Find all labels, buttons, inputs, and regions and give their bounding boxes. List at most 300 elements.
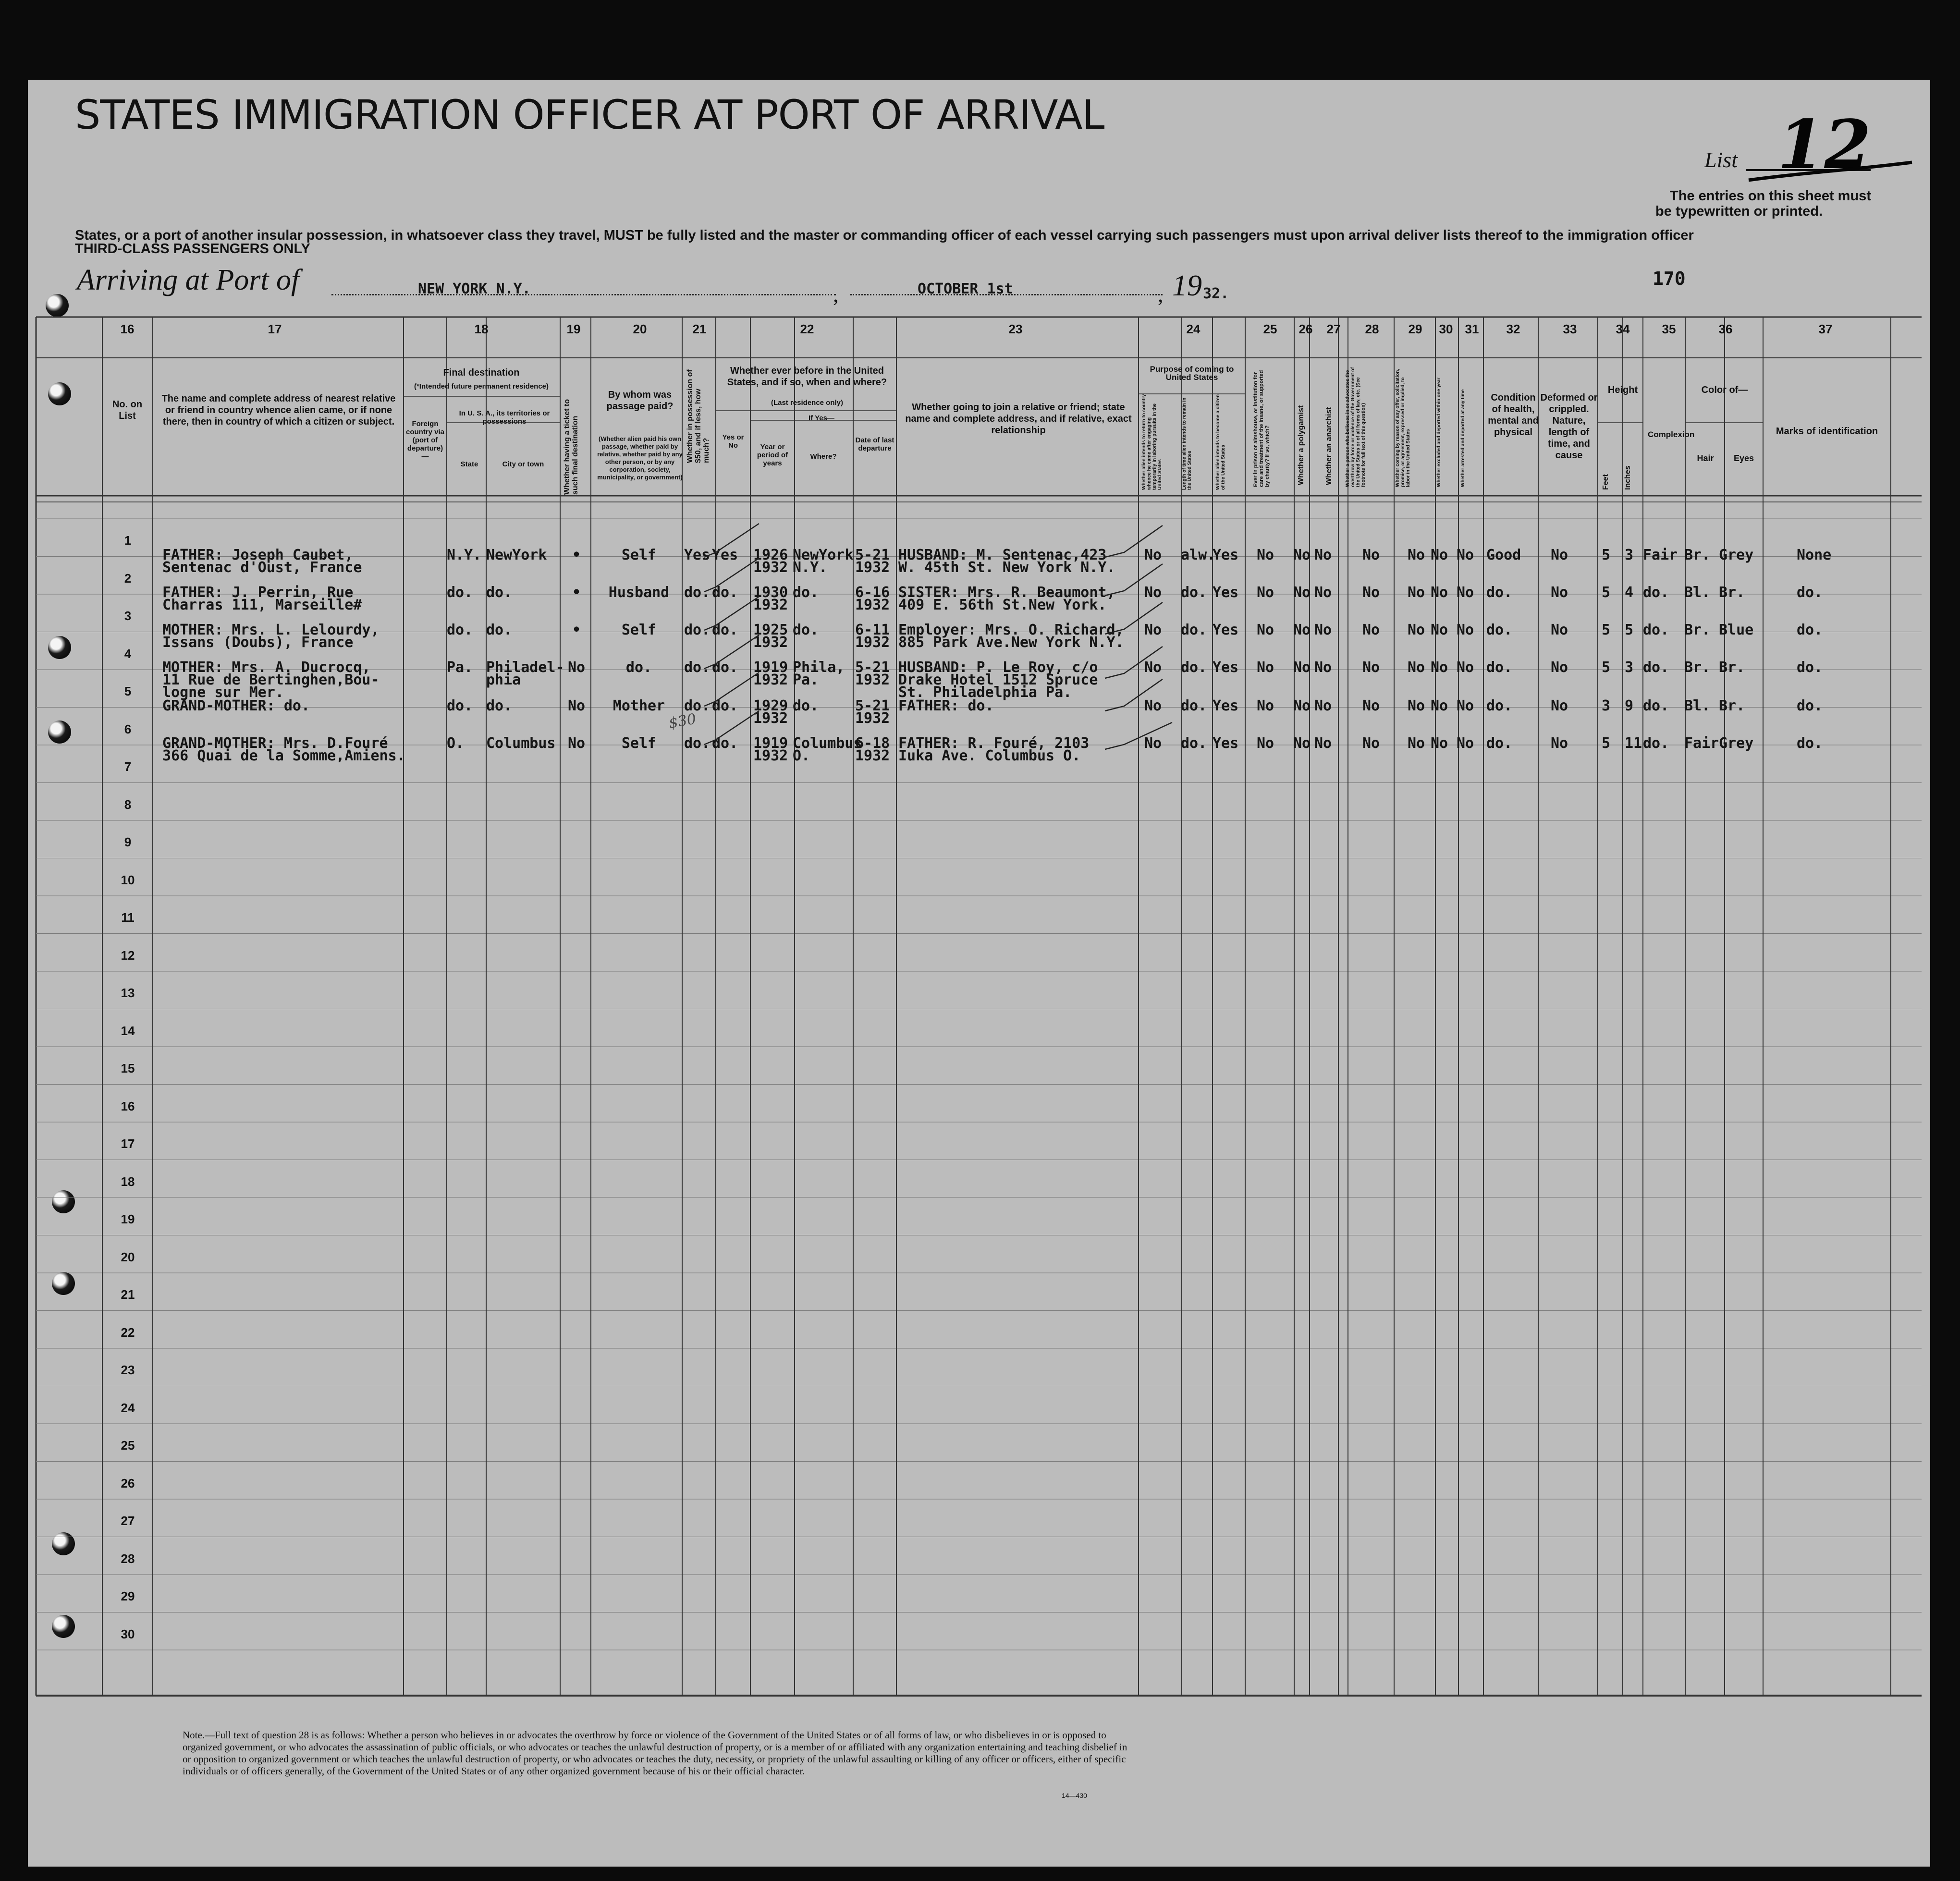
col-number: 35: [1662, 322, 1676, 336]
cell-height-inches: 5: [1625, 622, 1634, 638]
header-q29: Whether coming by reason of any offer, solicitation, promise, or agreement, expressed or implied, to labor in the United States: [1395, 368, 1411, 487]
cell-q29: No: [1408, 622, 1425, 638]
cell-years-in-us: 1919: [753, 659, 788, 676]
cell-identification-marks: do.: [1797, 735, 1823, 752]
row-number: 11: [121, 910, 135, 925]
cell-join-relative: 409 E. 56th St.New York.: [898, 597, 1107, 613]
cell-q28: No: [1362, 659, 1380, 676]
cell-ever-before: do.: [712, 697, 738, 714]
cell-polygamist: No: [1293, 547, 1311, 563]
cell-q31: No: [1457, 659, 1474, 676]
cell-height-inches: 9: [1625, 697, 1634, 714]
header-purpose-citizen: Whether alien intends to become a citizen of the United States: [1215, 394, 1226, 490]
cell-relative-address: MOTHER: Mrs. L. Lelourdy,: [162, 622, 380, 638]
cell-purpose-citizen: Yes: [1213, 697, 1239, 714]
cell-deformed: No: [1551, 659, 1568, 676]
header-nearest-relative: The name and complete address of nearest relative or friend in country whence alien came, or if none there, then in country of which a citizen or subject.: [161, 393, 396, 427]
cell-ever-before: do.: [712, 622, 738, 638]
cell-years-in-us: 1932: [753, 710, 788, 727]
col-number: 37: [1818, 322, 1833, 336]
typewritten-note: The entries on this sheet must: [1670, 188, 1871, 204]
cell-deformed: No: [1551, 547, 1568, 563]
col-number: 24: [1186, 322, 1200, 336]
cell-money-possession: do.: [684, 584, 710, 601]
header-purpose-length: Length of time alien intends to remain in the United States: [1182, 397, 1192, 490]
cell-join-relative: Employer: Mrs. O. Richard,: [898, 622, 1124, 638]
cell-money-possession: do.: [684, 735, 710, 752]
cell-q30: No: [1431, 584, 1448, 601]
cell-years-in-us: 1930: [753, 584, 788, 601]
cell-join-relative: FATHER: do.: [898, 697, 994, 714]
cell-years-in-us: 1919: [753, 735, 788, 752]
cell-passage-paid: do.: [625, 659, 652, 676]
cell-join-relative: St. Philadelphia Pa.: [898, 684, 1072, 701]
col-number: 32: [1506, 322, 1520, 336]
cell-eye-color: Br.: [1719, 584, 1745, 601]
footnote: Note.—Full text of question 28 is as follows: Whether a person who believes in or advocates the overthrow by force or violence of the Government of the United States or of all forms of law, or who disbelieves in or is opposed to organized government, or who advocates the assassination of public officials, or who advocates or teaches the unlawful destruction of property, or is a member of or affiliated with any organization entertaining and teaching disbelief in or opposition to organized government or which teaches the unlawful destruction of property, or who advocates or teaches the duty, necessity, or propriety of the unlawful assaulting or killing of any officer or officers, either of specific individuals or of officers generally, of the Government of the United States or of any other organized government because of his or their official character.: [183, 1729, 1127, 1777]
cell-deformed: No: [1551, 735, 1568, 752]
cell-height-feet: 5: [1602, 584, 1611, 601]
cell-deformed: No: [1551, 622, 1568, 638]
header-fifty-dollars: Whether in possession of $50, and if less, how much?: [686, 369, 710, 463]
header-if-yes: If Yes—: [808, 414, 834, 422]
header-inches: Inches: [1624, 465, 1632, 490]
cell-relative-address: Issans (Doubs), France: [162, 634, 354, 651]
row-number: 26: [121, 1476, 135, 1490]
col-number: 23: [1008, 322, 1023, 336]
cell-q31: No: [1457, 584, 1474, 601]
cell-identification-marks: do.: [1797, 697, 1823, 714]
cell-join-relative: SISTER: Mrs. R. Beaumont,: [898, 584, 1115, 601]
cell-eye-color: Br.: [1719, 697, 1745, 714]
cell-prison: No: [1257, 735, 1274, 752]
cell-date-departure: 1932: [855, 672, 890, 688]
row-number: 22: [121, 1325, 135, 1340]
header-state: State: [460, 460, 478, 468]
header-eyes: Eyes: [1733, 453, 1754, 463]
header-polygamist: Whether a polygamist: [1297, 405, 1305, 485]
cell-dest-city: NewYork: [486, 547, 547, 563]
arrival-date: OCTOBER 1st: [918, 281, 1013, 297]
header-complexion: Complexion: [1648, 430, 1695, 439]
instructions-line: States, or a port of another insular possession, in whatsoever class they travel, MUST be fully listed and the master or commanding officer of each vessel carrying such passengers must upon arrival deliver lists thereof to the immigration officer: [75, 228, 1694, 243]
cell-purpose-citizen: Yes: [1213, 735, 1239, 752]
col-number: 25: [1263, 322, 1277, 336]
col-number: 29: [1408, 322, 1422, 336]
cell-relative-address: MOTHER: Mrs. A. Ducrocq,: [162, 659, 371, 676]
cell-q29: No: [1408, 735, 1425, 752]
cell-height-feet: 5: [1602, 735, 1611, 752]
header-final-destination-sub: (*Intended future permanent residence): [414, 382, 549, 391]
cell-complexion: do.: [1643, 659, 1669, 676]
cell-height-feet: 5: [1602, 622, 1611, 638]
pencil-annotation: $30: [667, 710, 698, 732]
cell-q31: No: [1457, 622, 1474, 638]
cell-q30: No: [1431, 735, 1448, 752]
cell-ticket: •: [572, 547, 581, 563]
cell-complexion: do.: [1643, 622, 1669, 638]
cell-ever-before: Yes: [712, 547, 738, 563]
header-ever-before: Whether ever before in the United States, and if so, when and where?: [727, 366, 887, 388]
comma: ,: [833, 282, 839, 306]
col-number: 34: [1616, 322, 1630, 336]
cell-health: do.: [1486, 697, 1513, 714]
row-number: 3: [124, 609, 132, 623]
cell-date-departure: 6-11: [855, 622, 890, 638]
row-number: 9: [124, 835, 132, 849]
row-number: 16: [121, 1099, 135, 1113]
cell-date-departure: 5-21: [855, 697, 890, 714]
cell-money-possession: Yes: [684, 547, 710, 563]
cell-height-feet: 5: [1602, 659, 1611, 676]
header-no-on-list: No. on List: [112, 399, 143, 421]
cell-date-departure: 5-21: [855, 547, 890, 563]
cell-eye-color: Grey: [1719, 735, 1754, 752]
row-number: 14: [121, 1023, 135, 1038]
cell-q28: No: [1362, 697, 1380, 714]
cell-date-departure: 1932: [855, 559, 890, 576]
cell-prison: No: [1257, 697, 1274, 714]
cell-eye-color: Grey: [1719, 547, 1754, 563]
header-hair: Hair: [1697, 453, 1714, 463]
col-number: 16: [120, 322, 135, 336]
cell-purpose-return: No: [1144, 622, 1162, 638]
cell-money-possession: do.: [684, 697, 710, 714]
cell-date-departure: 1932: [855, 634, 890, 651]
cell-eye-color: Br.: [1719, 659, 1745, 676]
cell-years-in-us: 1932: [753, 597, 788, 613]
cell-where-in-us: N.Y.: [793, 559, 828, 576]
cell-years-in-us: 1925: [753, 622, 788, 638]
cell-relative-address: 11 Rue de Bertinghen,Bou-: [162, 672, 380, 688]
header-q31: Whether arrested and deported at any time: [1460, 389, 1466, 487]
cell-where-in-us: O.: [793, 747, 810, 764]
cell-dest-state: do.: [447, 584, 473, 601]
passenger-class: THIRD-CLASS PASSENGERS ONLY: [75, 241, 310, 256]
cell-date-departure: 5-21: [855, 659, 890, 676]
header-foreign-country: Foreign country via (port of departure)—: [405, 420, 445, 461]
cell-identification-marks: do.: [1797, 659, 1823, 676]
cell-join-relative: Drake Hotel 1512 Spruce: [898, 672, 1098, 688]
cell-purpose-length: do.: [1181, 659, 1207, 676]
cell-purpose-return: No: [1144, 584, 1162, 601]
row-number: 23: [121, 1363, 135, 1377]
cell-purpose-length: do.: [1181, 584, 1207, 601]
cell-dest-city: phia: [486, 672, 521, 688]
cell-passage-paid: Mother: [612, 697, 665, 714]
cell-where-in-us: do.: [793, 584, 819, 601]
cell-height-feet: 5: [1602, 547, 1611, 563]
cell-years-in-us: 1932: [753, 672, 788, 688]
cell-height-inches: 3: [1625, 547, 1634, 563]
cell-ticket: •: [572, 584, 581, 601]
cell-ticket: No: [567, 735, 586, 752]
cell-purpose-citizen: Yes: [1213, 622, 1239, 638]
cell-polygamist: No: [1293, 584, 1311, 601]
cell-years-in-us: 1932: [753, 634, 788, 651]
cell-join-relative: W. 45th St. New York N.Y.: [898, 559, 1115, 576]
cell-relative-address: FATHER: Joseph Caubet,: [162, 547, 354, 563]
cell-q31: No: [1457, 547, 1474, 563]
row-number: 4: [124, 646, 132, 661]
col-number: 18: [474, 322, 489, 336]
row-number: 5: [124, 684, 132, 698]
cell-hair-color: Br.: [1684, 547, 1711, 563]
row-number: 10: [121, 872, 135, 887]
cell-ever-before: do.: [712, 735, 738, 752]
header-height: Height: [1607, 385, 1638, 395]
cell-dest-city: do.: [486, 622, 513, 638]
cell-hair-color: Fair: [1684, 735, 1719, 752]
cell-q30: No: [1431, 697, 1448, 714]
header-deformed: Deformed or crippled. Nature, length of time, and cause: [1540, 392, 1598, 461]
cell-ticket: No: [567, 659, 586, 676]
cell-where-in-us: Pa.: [793, 672, 819, 688]
cell-q28: No: [1362, 622, 1380, 638]
cell-purpose-length: do.: [1181, 697, 1207, 714]
cell-relative-address: 366 Quai de la Somme,Amiens.: [162, 747, 405, 764]
cell-purpose-return: No: [1144, 697, 1162, 714]
cell-complexion: do.: [1643, 697, 1669, 714]
header-city: City or town: [502, 460, 544, 468]
row-number: 21: [121, 1287, 135, 1302]
cell-q30: No: [1431, 659, 1448, 676]
col-number: 33: [1563, 322, 1577, 336]
cell-identification-marks: None: [1797, 547, 1832, 563]
cell-q31: No: [1457, 735, 1474, 752]
cell-dest-city: do.: [486, 697, 513, 714]
row-number: 1: [124, 533, 132, 548]
row-number: 28: [121, 1551, 135, 1566]
row-number: 13: [121, 986, 135, 1000]
cell-health: do.: [1486, 622, 1513, 638]
cell-join-relative: HUSBAND: M. Sentenac,423: [898, 547, 1107, 563]
cell-height-inches: 4: [1625, 584, 1634, 601]
row-number: 15: [121, 1061, 135, 1075]
comma: ,: [1158, 282, 1164, 306]
cell-polygamist: No: [1293, 622, 1311, 638]
cell-purpose-citizen: Yes: [1213, 547, 1239, 563]
cell-dest-state: do.: [447, 697, 473, 714]
typewritten-note: be typewritten or printed.: [1655, 204, 1823, 219]
cell-health: Good: [1486, 547, 1521, 563]
year-suffix: 32.: [1203, 285, 1229, 302]
col-number: 22: [800, 322, 814, 336]
cell-date-departure: 6-18: [855, 735, 890, 752]
header-usa: In U. S. A., its territories or possessions: [459, 409, 550, 426]
cell-relative-address: Sentenac d'Oust, France: [162, 559, 362, 576]
row-number: 29: [121, 1589, 135, 1603]
row-number: 19: [121, 1212, 135, 1226]
cell-date-departure: 6-16: [855, 584, 890, 601]
form-number: 14—430: [1062, 1792, 1087, 1799]
cell-height-inches: 3: [1625, 659, 1634, 676]
row-number: 25: [121, 1438, 135, 1453]
cell-date-departure: 1932: [855, 747, 890, 764]
cell-where-in-us: NewYork: [793, 547, 854, 563]
header-passage-paid: By whom was passage paid?: [606, 390, 674, 412]
cell-where-in-us: Columbus: [793, 735, 862, 752]
port-name: NEW YORK N.Y.: [418, 281, 531, 297]
header-color: Color of—: [1701, 385, 1748, 395]
cell-complexion: Fair: [1643, 547, 1678, 563]
cell-q29: No: [1408, 584, 1425, 601]
cell-health: do.: [1486, 735, 1513, 752]
header-anarchist: Whether an anarchist: [1325, 407, 1333, 485]
header-prison: Ever in prison or almshouse, or institution for care and treatment of the insane, or supported by charity? If so, which?: [1253, 370, 1270, 487]
cell-passage-paid: Husband: [608, 584, 670, 601]
list-number: 12: [1777, 106, 1871, 184]
cell-purpose-length: alw.: [1181, 547, 1216, 563]
cell-purpose-length: do.: [1181, 735, 1207, 752]
cell-anarchist: No: [1314, 659, 1332, 676]
cell-relative-address: FATHER: J. Perrin, Rue: [162, 584, 354, 601]
col-number: 17: [268, 322, 282, 336]
row-number: 7: [124, 759, 132, 774]
cell-dest-state: O.: [447, 735, 465, 752]
stamp-number: 170: [1653, 268, 1686, 289]
cell-anarchist: No: [1314, 697, 1332, 714]
row-number: 18: [121, 1174, 135, 1189]
cell-anarchist: No: [1314, 622, 1332, 638]
col-number: 36: [1718, 322, 1733, 336]
cell-relative-address: GRAND-MOTHER: do.: [162, 697, 310, 714]
col-number: 27: [1326, 322, 1341, 336]
cell-complexion: do.: [1643, 584, 1669, 601]
cell-prison: No: [1257, 547, 1274, 563]
cell-join-relative: HUSBAND: P. Le Roy, c/o: [898, 659, 1098, 676]
cell-anarchist: No: [1314, 735, 1332, 752]
cell-eye-color: Blue: [1719, 622, 1754, 638]
header-marks: Marks of identification: [1776, 426, 1878, 437]
cell-join-relative: Iuka Ave. Columbus O.: [898, 747, 1081, 764]
cell-q28: No: [1362, 547, 1380, 563]
cell-years-in-us: 1932: [753, 747, 788, 764]
header-q30: Whether excluded and deported within one year: [1436, 378, 1442, 487]
cell-passage-paid: Self: [621, 735, 657, 752]
cell-purpose-length: do.: [1181, 622, 1207, 638]
cell-passage-paid: Self: [621, 622, 657, 638]
cell-q30: No: [1431, 547, 1448, 563]
cell-purpose-citizen: Yes: [1213, 584, 1239, 601]
col-number: 19: [566, 322, 581, 336]
row-number: 6: [124, 721, 132, 736]
cell-deformed: No: [1551, 697, 1568, 714]
cell-identification-marks: do.: [1797, 584, 1823, 601]
list-label: List: [1704, 147, 1738, 172]
cell-health: do.: [1486, 584, 1513, 601]
col-number: 26: [1298, 322, 1313, 336]
cell-q29: No: [1408, 697, 1425, 714]
cell-money-possession: do.: [684, 622, 710, 638]
year-prefix: 19: [1172, 269, 1202, 302]
cell-relative-address: logne sur Mer.: [162, 684, 284, 701]
col-number: 28: [1365, 322, 1379, 336]
cell-polygamist: No: [1293, 735, 1311, 752]
cell-height-inches: 11: [1625, 735, 1642, 752]
cell-polygamist: No: [1293, 659, 1311, 676]
arriving-label: Arriving at Port of: [77, 264, 300, 296]
cell-date-departure: 1932: [855, 710, 890, 727]
header-health: Condition of health, mental and physical: [1488, 392, 1539, 438]
cell-health: do.: [1486, 659, 1513, 676]
header-feet: Feet: [1602, 474, 1610, 490]
cell-dest-state: Pa.: [447, 659, 473, 676]
cell-ticket: •: [572, 622, 581, 638]
cell-hair-color: Bl.: [1684, 697, 1711, 714]
cell-prison: No: [1257, 622, 1274, 638]
page-title: STATES IMMIGRATION OFFICER AT PORT OF ARRIVAL: [75, 91, 1104, 138]
cell-q28: No: [1362, 584, 1380, 601]
row-number: 12: [121, 948, 135, 963]
header-ticket: Whether having a ticket to such final destination: [563, 399, 579, 495]
cell-relative-address: GRAND-MOTHER: Mrs. D.Fouré: [162, 735, 388, 752]
cell-date-departure: 1932: [855, 597, 890, 613]
cell-ever-before: do.: [712, 659, 738, 676]
cell-height-feet: 3: [1602, 697, 1611, 714]
header-date-departure: Date of last departure: [855, 436, 894, 452]
cell-identification-marks: do.: [1797, 622, 1823, 638]
cell-anarchist: No: [1314, 547, 1332, 563]
cell-hair-color: Br.: [1684, 622, 1711, 638]
cell-years-in-us: 1929: [753, 697, 788, 714]
row-number: 24: [121, 1400, 135, 1415]
cell-purpose-return: No: [1144, 659, 1162, 676]
row-number: 20: [121, 1249, 135, 1264]
cell-dest-city: do.: [486, 584, 513, 601]
cell-relative-address: Charras 111, Marseille#: [162, 597, 362, 613]
cell-prison: No: [1257, 659, 1274, 676]
header-purpose: Purpose of coming to United States: [1150, 365, 1234, 382]
header-q28: Whether a person who believes in or advocates the overthrow by force or violence of the Government of the United States or of all forms of law, etc. (See footnote for full text of this question): [1345, 367, 1366, 487]
header-join-relative: Whether going to join a relative or friend; state name and complete address, and if relative, exact relationship: [905, 402, 1132, 436]
cell-dest-city: Columbus: [486, 735, 556, 752]
cell-money-possession: do.: [684, 659, 710, 676]
header-years: Year or period of years: [757, 443, 788, 467]
col-number: 30: [1439, 322, 1453, 336]
row-number: 2: [124, 571, 132, 586]
cell-ever-before: do.: [712, 584, 738, 601]
row-number: 30: [121, 1626, 135, 1641]
cell-q31: No: [1457, 697, 1474, 714]
cell-complexion: do.: [1643, 735, 1669, 752]
cell-q30: No: [1431, 622, 1448, 638]
cell-join-relative: 885 Park Ave.New York N.Y.: [898, 634, 1124, 651]
cell-passage-paid: Self: [621, 547, 657, 563]
col-number: 31: [1465, 322, 1479, 336]
cell-polygamist: No: [1293, 697, 1311, 714]
cell-q29: No: [1408, 547, 1425, 563]
cell-dest-city: Philadel-: [486, 659, 564, 676]
cell-years-in-us: 1932: [753, 559, 788, 576]
cell-purpose-citizen: Yes: [1213, 659, 1239, 676]
cell-hair-color: Bl.: [1684, 584, 1711, 601]
cell-purpose-return: No: [1144, 547, 1162, 563]
col-number: 20: [633, 322, 647, 336]
header-where: Where?: [810, 452, 837, 461]
cell-q28: No: [1362, 735, 1380, 752]
cell-dest-state: do.: [447, 622, 473, 638]
cell-where-in-us: do.: [793, 622, 819, 638]
header-purpose-return: Whether alien intends to return to country whence he came after engaging temporarily in laboring pursuits in the United States: [1141, 394, 1163, 490]
header-yes-no: Yes or No: [722, 433, 744, 450]
header-passage-paid-sub: (Whether alien paid his own passage, whether paid by relative, whether paid by any other person, or by any corporation, society, municipality, or government): [597, 435, 683, 481]
header-last-residence: (Last residence only): [771, 399, 844, 407]
cell-join-relative: FATHER: R. Fouré, 2103: [898, 735, 1090, 752]
cell-deformed: No: [1551, 584, 1568, 601]
cell-prison: No: [1257, 584, 1274, 601]
cell-hair-color: Br.: [1684, 659, 1711, 676]
